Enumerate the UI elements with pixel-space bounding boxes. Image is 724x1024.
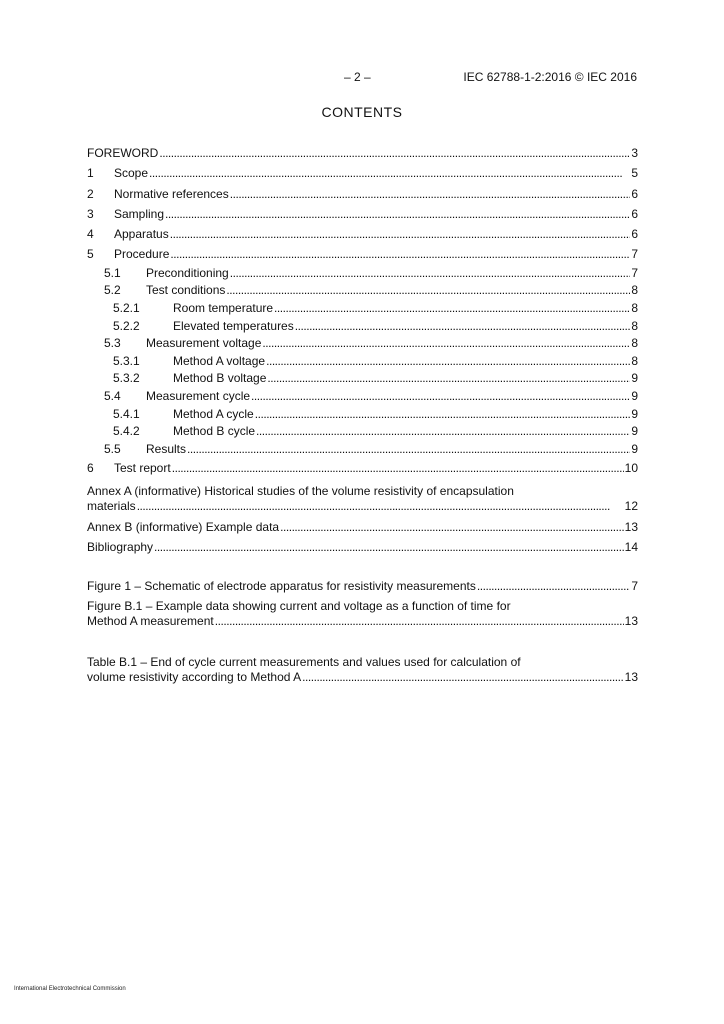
leader-dots (274, 300, 630, 318)
toc-page-number: 9 (631, 424, 638, 439)
toc-clause-number: 2 (87, 186, 94, 201)
toc-clause-number: 5.3.1 (113, 353, 140, 368)
toc-entry[interactable] (87, 423, 638, 441)
toc-clause-number: 5.2 (104, 283, 121, 298)
toc-entry[interactable] (87, 300, 638, 318)
toc-entry[interactable] (87, 244, 638, 264)
toc-clause-number: 5.2.1 (113, 300, 140, 315)
publisher-footer: International Electrotechnical Commission (14, 986, 126, 992)
toc-bibliography[interactable] (87, 537, 638, 557)
leader-dots (251, 388, 630, 406)
toc-clause-number: 5.4.1 (113, 406, 140, 421)
leader-dots (477, 576, 630, 596)
toc-clause-number: 5.3 (104, 336, 121, 351)
toc-figure-b1[interactable] (87, 599, 638, 629)
toc-entry-text: Method B voltage (173, 371, 267, 386)
leader-dots (154, 537, 624, 557)
toc-entry-text: Method A cycle (173, 406, 254, 421)
toc-entry-text: Results (146, 441, 187, 456)
toc-entry[interactable] (87, 282, 638, 300)
toc-page-number: 9 (631, 371, 638, 386)
toc-page-number: 13 (624, 519, 638, 534)
toc-entry[interactable] (87, 204, 638, 224)
toc-page-number: 8 (631, 300, 638, 315)
toc-entry[interactable] (87, 265, 638, 283)
toc-entry[interactable] (87, 406, 638, 424)
leader-dots (226, 282, 630, 300)
toc-entry-text: Table B.1 – End of cycle current measurements and values used for calculation of (87, 654, 521, 669)
leader-dots (170, 244, 630, 264)
toc-clause-number: 4 (87, 227, 94, 242)
toc-entry-text: Method A measurement (87, 613, 214, 628)
toc-entry-text: volume resistivity according to Method A (87, 669, 302, 684)
toc-entry-text: Annex B (informative) Example data (87, 519, 280, 534)
toc-annex-a[interactable] (87, 484, 638, 514)
toc-clause-number: 3 (87, 206, 94, 221)
toc-entry-text: Room temperature (173, 300, 274, 315)
page-title: CONTENTS (321, 104, 403, 120)
standard-reference: IEC 62788-1-2:2016 © IEC 2016 (463, 70, 637, 84)
toc-entry-text: Sampling (114, 206, 165, 221)
toc-page-number: 6 (631, 206, 638, 221)
table-of-contents (87, 143, 638, 688)
toc-page-number: 13 (624, 613, 638, 628)
leader-dots (230, 265, 631, 283)
toc-entry-text: Elevated temperatures (173, 318, 294, 333)
toc-clause-number: 5.5 (104, 441, 121, 456)
toc-entry-text: Scope (114, 166, 149, 181)
toc-clause-number: 5.1 (104, 265, 121, 280)
leader-dots (137, 498, 624, 514)
toc-page-number: 6 (631, 186, 638, 201)
leader-dots (187, 441, 630, 459)
toc-page-number: 3 (631, 146, 638, 160)
leader-dots (159, 143, 630, 163)
toc-entry-text: Measurement cycle (146, 388, 251, 403)
toc-entry-text: FOREWORD (87, 146, 159, 160)
leader-dots (255, 406, 631, 424)
toc-clauses (87, 143, 638, 479)
toc-page-number: 8 (631, 283, 638, 298)
toc-entry[interactable] (87, 370, 638, 388)
toc-page-number: 5 (631, 166, 638, 181)
toc-figure-1[interactable] (87, 576, 638, 596)
toc-page-number: 7 (631, 247, 638, 262)
toc-entry[interactable] (87, 458, 638, 478)
toc-entry[interactable] (87, 353, 638, 371)
toc-page-number: 13 (624, 669, 638, 684)
leader-dots (230, 184, 631, 204)
toc-entry[interactable] (87, 184, 638, 204)
leader-dots (215, 613, 624, 629)
toc-entry[interactable] (87, 143, 638, 163)
toc-entry[interactable] (87, 163, 638, 183)
toc-entry-text: Annex A (informative) Historical studies of the volume resistivity of encapsulation (87, 483, 514, 498)
leader-dots (295, 318, 631, 336)
toc-page-number: 7 (631, 579, 638, 594)
toc-entry-text: Method A voltage (173, 353, 266, 368)
toc-page-number: 6 (631, 227, 638, 242)
toc-page-number: 10 (624, 461, 638, 476)
toc-clause-number: 5.3.2 (113, 371, 140, 386)
toc-entry-text: Test conditions (146, 283, 226, 298)
toc-entry-text: Bibliography (87, 539, 154, 554)
toc-entry-text: Preconditioning (146, 265, 229, 280)
toc-annex-b[interactable] (87, 517, 638, 537)
toc-entry[interactable] (87, 224, 638, 244)
toc-entry-text: materials (87, 498, 136, 513)
toc-page-number: 8 (631, 353, 638, 368)
leader-dots (149, 163, 630, 183)
leader-dots (262, 335, 630, 353)
leader-dots (267, 370, 630, 388)
toc-page-number: 9 (631, 388, 638, 403)
toc-entry-text: Figure B.1 – Example data showing current and voltage as a function of time for (87, 598, 511, 613)
page-number: – 2 – (344, 70, 371, 84)
leader-dots (266, 353, 630, 371)
toc-page-number: 8 (631, 318, 638, 333)
toc-clause-number: 1 (87, 166, 94, 181)
toc-entry[interactable] (87, 441, 638, 459)
toc-page-number: 7 (631, 265, 638, 280)
toc-page-number: 8 (631, 336, 638, 351)
leader-dots (302, 669, 624, 685)
toc-entry-text: Method B cycle (173, 424, 256, 439)
toc-clause-number: 5 (87, 247, 94, 262)
toc-clause-number: 6 (87, 461, 94, 476)
toc-page-number: 9 (631, 441, 638, 456)
toc-clause-number: 5.2.2 (113, 318, 140, 333)
toc-entry[interactable] (87, 388, 638, 406)
toc-clause-number: 5.4.2 (113, 424, 140, 439)
toc-entry-text: Test report (114, 461, 171, 476)
toc-entry-text: Apparatus (114, 227, 169, 242)
toc-page-number: 12 (624, 498, 638, 513)
toc-entry-text: Normative references (114, 186, 229, 201)
toc-entry[interactable] (87, 318, 638, 336)
leader-dots (172, 458, 624, 478)
leader-dots (280, 517, 624, 537)
leader-dots (165, 204, 630, 224)
toc-clause-number: 5.4 (104, 388, 121, 403)
toc-page-number: 14 (624, 539, 638, 554)
toc-entry-text: Procedure (114, 247, 170, 262)
toc-entry[interactable] (87, 335, 638, 353)
toc-table-b1[interactable] (87, 655, 638, 685)
toc-entry-text: Measurement voltage (146, 336, 262, 351)
leader-dots (170, 224, 631, 244)
leader-dots (256, 423, 630, 441)
toc-entry-text: Figure 1 – Schematic of electrode apparatus for resistivity measurements (87, 579, 476, 594)
toc-page-number: 9 (631, 406, 638, 421)
